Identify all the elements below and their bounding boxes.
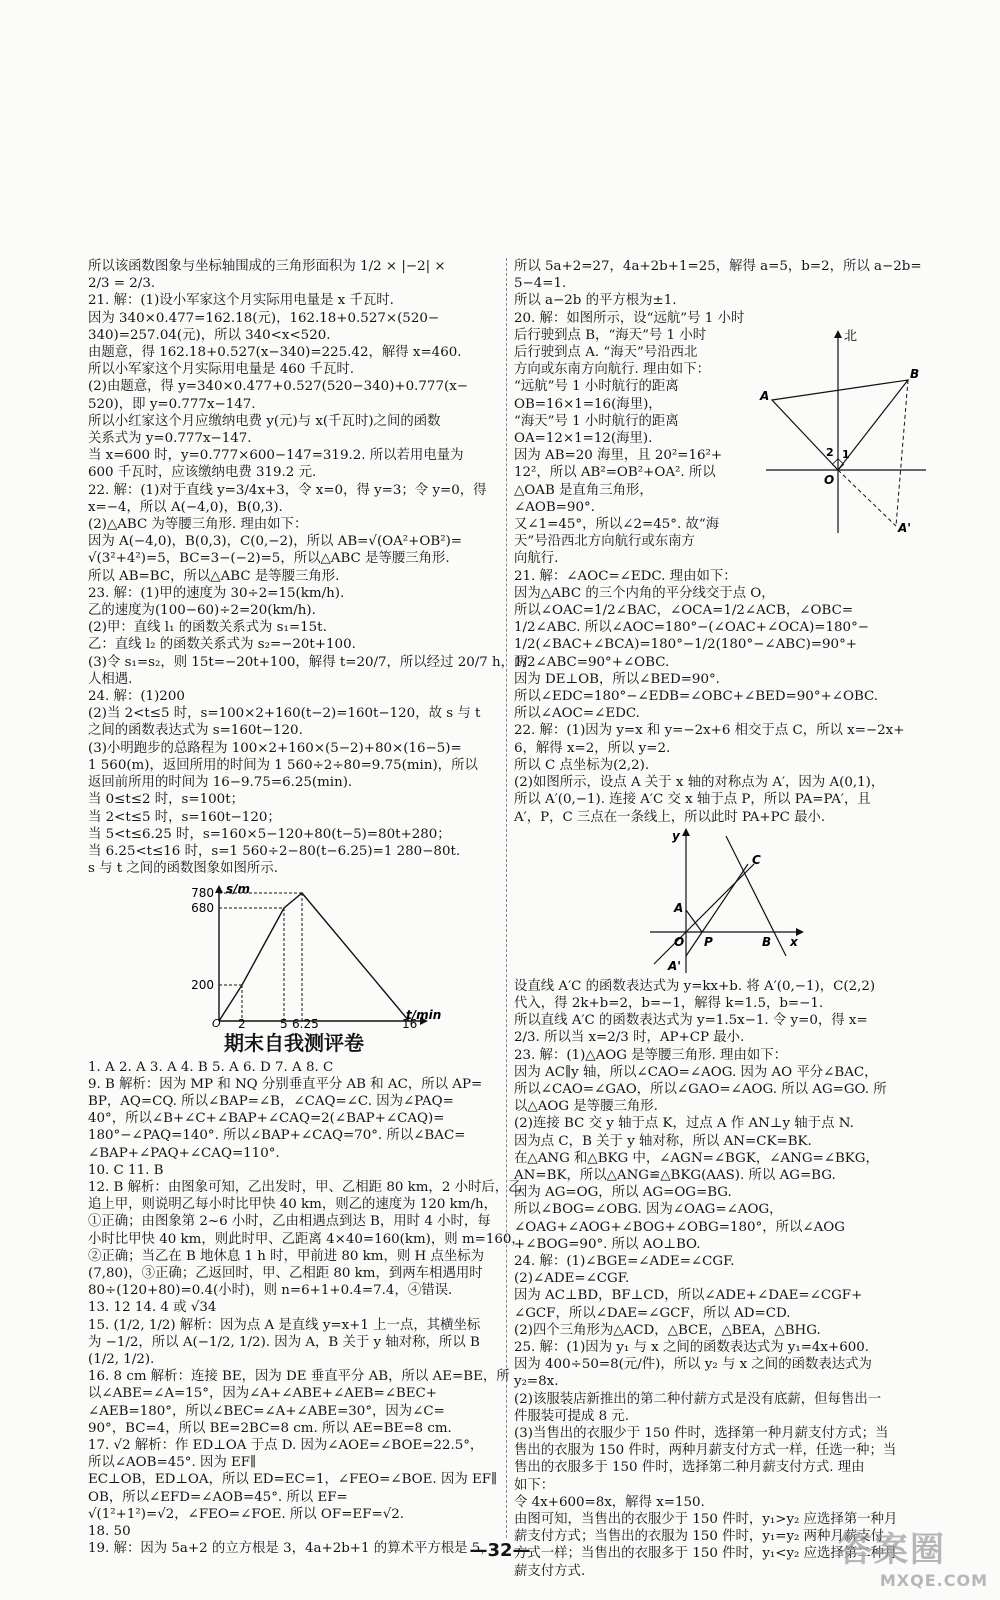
text-line: 因为 340×0.477=162.18(元)，162.18+0.527×(520− [88, 310, 440, 326]
right-text-block-3 [514, 978, 934, 1580]
text-line: 因为 AC⊥BD，BF⊥CD，所以∠ADE+∠DAE=∠CGF+ [514, 1288, 863, 1304]
text-line: 所以该函数图象与坐标轴围成的三角形面积为 1/2 × |−2| × [88, 259, 446, 274]
x-tick-6-25: 6.25 [292, 1017, 319, 1032]
fig22-label-p: P [704, 934, 713, 949]
text-line: 当 6.25<t≤16 时，s=1 560÷2−80(t−6.25)=1 280−80t. [88, 843, 461, 859]
text-line: 方向或东南方向航行. 理由如下： [514, 362, 710, 378]
text-line: x=−4，所以 A(−4,0)，B(0,3). [88, 499, 283, 515]
text-line: 所以∠AOC=∠EDC. [514, 706, 640, 722]
text-line: 20. 解：如图所示，设“远航”号 1 小时 [514, 310, 745, 326]
text-line: 由题意，得 162.18+0.527(x−340)=225.42，解得 x=460. [88, 345, 462, 361]
north-label: 北 [844, 329, 858, 344]
fig22-label-y: y [672, 828, 680, 843]
text-line: 后行驶到点 B，“海天”号 1 小时 [514, 327, 707, 343]
text-line: ∠AOB=90°. [514, 499, 595, 515]
text-line: 乙：直线 l₂ 的函数关系式为 s₂=−20t+100. [88, 637, 356, 653]
y-tick-200: 200 [191, 978, 214, 993]
text-line: (2)连接 BC 交 y 轴于点 K，过点 A 作 AN⊥y 轴于点 N. [514, 1116, 854, 1132]
text-line: (2)由题意，得 y=340×0.477+0.527(520−340)+0.777(x− [88, 379, 468, 395]
text-line: 追上甲，则说明乙每小时比甲快 40 km，则乙的速度为 120 km/h， [88, 1197, 497, 1213]
text-line: 21. 解：∠AOC=∠EDC. 理由如下： [514, 568, 737, 584]
text-line: 1 560(m)，返回所用的时间为 1 560÷2÷80=9.75(min)，所以 [88, 757, 478, 773]
text-line: 乙的速度为(100−60)÷2=20(km/h). [88, 603, 316, 619]
text-line: 因为 DE⊥OB，所以∠BED=90°. [514, 671, 720, 687]
text-line: (2)△ABC 为等腰三角形. 理由如下： [88, 517, 308, 533]
north-arrow [834, 330, 842, 338]
text-line: 10. C 11. B [88, 1162, 164, 1178]
text-line: 向航行. [514, 551, 559, 567]
text-line: 所以∠OAC=1/2∠BAC，∠OCA=1/2∠ACB，∠OBC= [514, 603, 854, 619]
coordinate-figure [644, 828, 804, 978]
text-line: 600 千瓦时，应该缴纳电费 319.2 元. [88, 465, 317, 481]
text-line: 1/2∠ABC=90°+∠OBC. [514, 654, 670, 670]
label-a: A [760, 389, 770, 403]
text-line: 因为 AG=OG，所以 AG=OG=BG. [514, 1185, 732, 1201]
section-title: 期末自我测评卷 [224, 1031, 364, 1056]
column-divider [506, 258, 507, 1538]
text-line: 当 0≤t≤2 时，s=100t； [88, 792, 244, 808]
text-line: 以∠ABE=∠A=15°，因为∠A+∠ABE+∠AEB=∠BEC+ [88, 1386, 437, 1402]
text-line: 关系式为 y=0.777x−147. [88, 431, 252, 447]
text-line: 设直线 A′C 的函数表达式为 y=kx+b. 将 A′(0,−1)，C(2,2) [514, 978, 876, 994]
text-line: 1/2∠ABC. 所以∠AOC=180°−(∠OAC+∠OCA)=180°− [514, 620, 869, 636]
label-a-prime: A' [898, 521, 911, 535]
label-angle-1: 1 [842, 448, 850, 461]
text-line: 所以小红家这个月应缴纳电费 y(元)与 x(千瓦时)之间的函数 [88, 413, 441, 429]
text-line: OA=12×1=12(海里). [514, 431, 653, 447]
y-tick-780: 780 [191, 886, 214, 901]
text-line: 因为 400÷50=8(元/件)，所以 y₂ 与 x 之间的函数表达式为 [514, 1357, 872, 1373]
text-line: (2)∠ADE=∠CGF. [514, 1271, 630, 1287]
text-line: 又∠1=45°，所以∠2=45°. 故“海 [514, 517, 720, 533]
text-line: 18. 50 [88, 1524, 131, 1539]
text-line: 当 x=600 时，y=0.777×600−147=319.2. 所以若用电量为 [88, 448, 464, 464]
text-line: 当 5<t≤6.25 时，s=160×5−120+80(t−5)=80t+280； [88, 826, 451, 842]
text-line: s 与 t 之间的函数图象如图所示. [88, 861, 278, 877]
x-tick-origin: O [212, 1017, 221, 1031]
text-line: ②正确；当乙在 B 地休息 1 h 时，甲前进 80 km，则 H 点坐标为 [88, 1248, 485, 1264]
text-line: 后行驶到点 A. “海天”号沿西北 [514, 345, 698, 361]
left-text-block [88, 258, 528, 877]
text-line: △OAB 是直角三角形， [514, 482, 653, 498]
watermark-url: MXQE.COM [879, 1571, 988, 1590]
text-line: 返回前所用的时间为 16−9.75=6.25(min). [88, 775, 353, 791]
navigation-figure [758, 328, 928, 538]
text-line: ①正确；由图象第 2~6 小时，乙由相遇点到达 B，用时 4 小时，每 [88, 1214, 491, 1230]
text-line: 90°，BC=4，所以 BE=2BC=8 cm. 所以 AE=BE=8 cm. [88, 1420, 452, 1436]
text-line: 520)，即 y=0.777x−147. [88, 396, 256, 412]
text-line: 所以∠EDC=180°−∠EDB=∠OBC+∠BED=90°+∠OBC. [514, 689, 879, 705]
segment-b-a-prime [896, 380, 908, 526]
text-line: 薪支付方式. [514, 1563, 586, 1579]
text-line: 所以 5a+2=27，4a+2b+1=25，解得 a=5，b=2，所以 a−2b= [514, 259, 922, 274]
text-line: 所以∠CAO=∠GAO，所以∠GAO=∠AOG. 所以 AG=GO. 所 [514, 1081, 887, 1097]
text-line: 售出的衣服多于 150 件时，选择第二种月薪支付方式. 理由 [514, 1460, 865, 1476]
text-line: +∠BOG=90°. 所以 AO⊥BO. [514, 1236, 701, 1252]
text-line: AN=BK，所以△ANG≌△BKG(AAS). 所以 AG=BG. [514, 1167, 836, 1183]
text-line: 所以 AB=BC，所以△ABC 是等腰三角形. [88, 568, 340, 584]
text-line: 2/3. 所以当 x=2/3 时，AP+CP 最小. [514, 1030, 745, 1046]
text-line: (2)该服装店新推出的第二种付薪方式是没有底薪，但每售出一 [514, 1391, 882, 1407]
fig22-y-arrow [682, 828, 690, 836]
text-line: 21. 解：(1)设小军家这个月实际用电量是 x 千瓦时. [88, 293, 394, 309]
label-o: O [824, 473, 835, 487]
text-line: 24. 解：(1)200 [88, 689, 185, 705]
label-b: B [910, 367, 920, 381]
y-axis-arrow [215, 885, 223, 893]
text-line: ∠GCF，所以∠DAE=∠GCF，所以 AD=CD. [514, 1305, 791, 1321]
text-line: EC⊥OB，ED⊥OA，所以 ED=EC=1，∠FEO=∠BOE. 因为 EF∥ [88, 1472, 498, 1488]
text-line: ∠OAG+∠AOG+∠BOG+∠OBG=180°，所以∠AOG [514, 1219, 845, 1235]
y-tick-680: 680 [191, 901, 214, 916]
text-line: 所以 C 点坐标为(2,2). [514, 757, 650, 773]
text-line: 80÷(120+80)=0.4(小时)，则 n=6+1+0.4=7.4，④错误. [88, 1283, 453, 1299]
text-line: 如下： [514, 1477, 555, 1493]
y-axis-label: s/m [226, 882, 251, 897]
text-line: (2)如图所示，设点 A 关于 x 轴的对称点为 A′，因为 A(0,1)， [514, 775, 885, 791]
text-line: √(3²+4²)=5，BC=3−(−2)=5，所以△ABC 是等腰三角形. [88, 551, 450, 567]
fig22-label-a: A [674, 900, 684, 915]
text-line: “远航”号 1 小时航行的距离 [514, 379, 679, 395]
text-line: (3)小明跑步的总路程为 100×2+160×(5−2)+80×(16−5)= [88, 740, 462, 756]
text-line: 薪支付方式；当售出的衣服为 150 件时，y₁=y₂ 两种月薪支付 [514, 1529, 885, 1545]
text-line: 12. B 解析：由图象可知，乙出发时，甲、乙相距 80 km，2 小时后，乙 [88, 1179, 522, 1195]
text-line: 40°，所以∠B+∠C+∠BAP+∠CAQ=2(∠BAP+∠CAQ)= [88, 1111, 445, 1127]
text-line: 以△AOG 是等腰三角形. [514, 1099, 658, 1115]
fig22-label-b: B [762, 934, 772, 949]
fig22-label-x: x [790, 934, 798, 949]
fig22-label-a-prime: A' [668, 958, 681, 973]
text-line: 24. 解：(1)∠BGE=∠ADE=∠CGF. [514, 1253, 735, 1269]
text-line: 所以∠BOG=∠OBG. 因为∠OAG=∠AOG， [514, 1202, 783, 1218]
x-tick-5: 5 [280, 1017, 288, 1032]
text-line: (3)令 s₁=s₂，则 15t=−20t+100，解得 t=20/7，所以经过 20/7 h，两 [88, 654, 528, 670]
text-line: 所以 a−2b 的平方根为±1. [514, 293, 677, 309]
text-line: 代入，得 2k+b=2，b=−1，解得 k=1.5，b=−1. [514, 995, 824, 1011]
text-line: 所以小军家这个月实际用电量是 460 千瓦时. [88, 362, 354, 378]
page-number: —32— [469, 1540, 531, 1561]
label-angle-2: 2 [826, 446, 834, 459]
text-line: 5−4=1. [514, 276, 567, 292]
text-line: 因为 A(−4,0)，B(0,3)，C(0,−2)，所以 AB=√(OA²+OB²)= [88, 534, 463, 550]
text-line: 12²，所以 AB²=OB²+OA². 所以 [514, 465, 716, 481]
ray-oa-prime [838, 470, 896, 526]
text-line: 为 −1/2，所以 A(−1/2, 1/2). 因为 A，B 关于 y 轴对称，所以 B [88, 1334, 480, 1350]
text-line: 180°−∠PAQ=140°. 所以∠BAP+∠CAQ=70°. 所以∠BAC= [88, 1128, 466, 1144]
text-line: 13. 12 14. 4 或 √34 [88, 1300, 217, 1316]
text-line: 15. (1/2, 1/2) 解析：因为点 A 是直线 y=x+1 上一点，其横坐标 [88, 1317, 481, 1333]
text-line: 小时比甲快 40 km，则此时甲、乙距离 4×40=160(km)，则 m=160， [88, 1231, 525, 1247]
text-line: 之间的函数表达式为 s=160t−120. [88, 723, 303, 739]
text-line: 17. √2 解析：作 ED⊥OA 于点 D. 因为∠AOE=∠BOE=22.5°， [88, 1437, 484, 1453]
text-line: OB=16×1=16(海里)， [514, 396, 662, 412]
graph-line [219, 893, 409, 1021]
text-line: 2/3 = 2/3. [88, 276, 156, 292]
line-y-eq-x [654, 864, 754, 964]
text-line: 所以直线 A′C 的函数表达式为 y=1.5x−1. 令 y=0，得 x= [514, 1013, 868, 1029]
text-line: 6，解得 x=2，所以 y=2. [514, 740, 671, 756]
text-line: 23. 解：(1)甲的速度为 30÷2=15(km/h). [88, 585, 345, 601]
x-tick-2: 2 [238, 1017, 246, 1032]
segment-ap [686, 910, 702, 932]
text-line: 售出的衣服为 150 件时，两种月薪支付方式一样，任选一种；当 [514, 1443, 897, 1459]
line-a-prime-c [686, 864, 748, 956]
text-line: 因为点 C，B 关于 y 轴对称，所以 AN=CK=BK. [514, 1133, 812, 1149]
text-line: 所以∠AOB=45°. 因为 EF∥ [88, 1455, 257, 1471]
text-line: 1. A 2. A 3. A 4. B 5. A 6. D 7. A 8. C [88, 1059, 334, 1075]
text-line: (2)当 2<t≤5 时，s=100×2+160(t−2)=160t−120，故 s 与 t [88, 706, 481, 722]
text-line: 因为 AB=20 海里，且 20²=16²+ [514, 448, 723, 464]
text-line: “海天”号 1 小时航行的距离 [514, 413, 679, 429]
distance-time-graph [174, 881, 442, 1032]
triangle-oab [772, 380, 908, 470]
text-line: 16. 8 cm 解析：连接 BE，因为 DE 垂直平分 AB，所以 AE=BE，所 [88, 1369, 510, 1385]
text-line: 9. B 解析：因为 MP 和 NQ 分别垂直平分 AB 和 AC，所以 AP= [88, 1076, 483, 1092]
text-line: 1/2(∠BAC+∠BCA)=180°−1/2(180°−∠ABC)=90°+ [514, 637, 857, 653]
text-line: 所以 A′(0,−1). 连接 A′C 交 x 轴于点 P，所以 PA=PA′，且 [514, 792, 871, 808]
fig22-label-c: C [752, 852, 761, 867]
text-line: √(1²+1²)=√2，∠FEO=∠FOE. 所以 OF=EF=√2. [88, 1506, 405, 1522]
text-line: 22. 解：(1)因为 y=x 和 y=−2x+6 相交于点 C，所以 x=−2x+ [514, 723, 905, 739]
x-axis-label: t/min [406, 1008, 442, 1023]
text-line: 22. 解：(1)对于直线 y=3/4x+3，令 x=0，得 y=3；令 y=0，得 [88, 482, 487, 498]
text-line: 23. 解：(1)△AOG 是等腰三角形. 理由如下： [514, 1047, 788, 1063]
x-tick-16: 16 [402, 1017, 418, 1032]
text-line: (2)甲：直线 l₁ 的函数关系式为 s₁=15t. [88, 620, 327, 636]
text-line: (3)当售出的衣服少于 150 件时，选择第一种月薪支付方式；当 [514, 1425, 889, 1441]
text-line: 方式一样；当售出的衣服多于 150 件时，y₁<y₂ 应选择第二种月 [514, 1546, 898, 1562]
text-line: (7,80)，③正确；乙返回时，甲、乙相距 80 km，到两车相遇用时 [88, 1265, 483, 1281]
text-line: 在△ANG 和△BKG 中，∠AGN=∠BGK，∠ANG=∠BKG， [514, 1150, 879, 1166]
watermark-logo [838, 1522, 988, 1592]
text-line: 19. 解：因为 5a+2 的立方根是 3，4a+2b+1 的算术平方根是 5， [88, 1541, 494, 1557]
text-line: ∠AEB=180°，所以∠BEC=∠A+∠ABE=30°，因为∠C= [88, 1403, 445, 1419]
text-line: 令 4x+600=8x，解得 x=150. [514, 1494, 705, 1510]
text-line: A′，P，C 三点在一条线上，所以此时 PA+PC 最小. [514, 809, 826, 825]
text-line: 天”号沿西北方向航行或东南方 [514, 534, 695, 550]
text-line: (2)四个三角形为△ACD，△BCE，△BEA，△BHG. [514, 1322, 821, 1338]
text-line: (1/2, 1/2). [88, 1351, 155, 1367]
text-line: y₂=8x. [514, 1374, 559, 1390]
text-line: 因为△ABC 的三个内角的平分线交于点 O， [514, 585, 775, 601]
text-line: 当 2<t≤5 时，s=160t−120； [88, 809, 281, 825]
text-line: BP，AQ=CQ. 所以∠BAP=∠B，∠CAQ=∠C. 因为∠PAQ= [88, 1093, 454, 1109]
text-line: 25. 解：(1)因为 y₁ 与 x 之间的函数表达式为 y₁=4x+600. [514, 1339, 870, 1355]
left-column [88, 258, 528, 1560]
right-text-block [514, 258, 922, 568]
text-line: OB，所以∠EFD=∠AOB=45°. 所以 EF= [88, 1489, 348, 1505]
text-line: 因为 AC∥y 轴，所以∠CAO=∠AOG. 因为 AO 平分∠BAC， [514, 1064, 878, 1080]
text-line: 件服装可提成 8 元. [514, 1408, 630, 1424]
text-line: ∠BAP+∠PAQ+∠CAQ=110°. [88, 1145, 280, 1161]
text-line: 人相遇. [88, 671, 133, 687]
text-line: 340)=257.04(元)，所以 340<x<520. [88, 327, 331, 343]
fig22-label-o: O [674, 934, 685, 949]
right-column [514, 258, 934, 1579]
watermark-chars: 答案圈 [838, 1530, 946, 1570]
right-text-block-2 [514, 568, 934, 826]
text-line: 由图可知，当售出的衣服少于 150 件时，y₁>y₂ 应选择第一种月 [514, 1512, 898, 1527]
